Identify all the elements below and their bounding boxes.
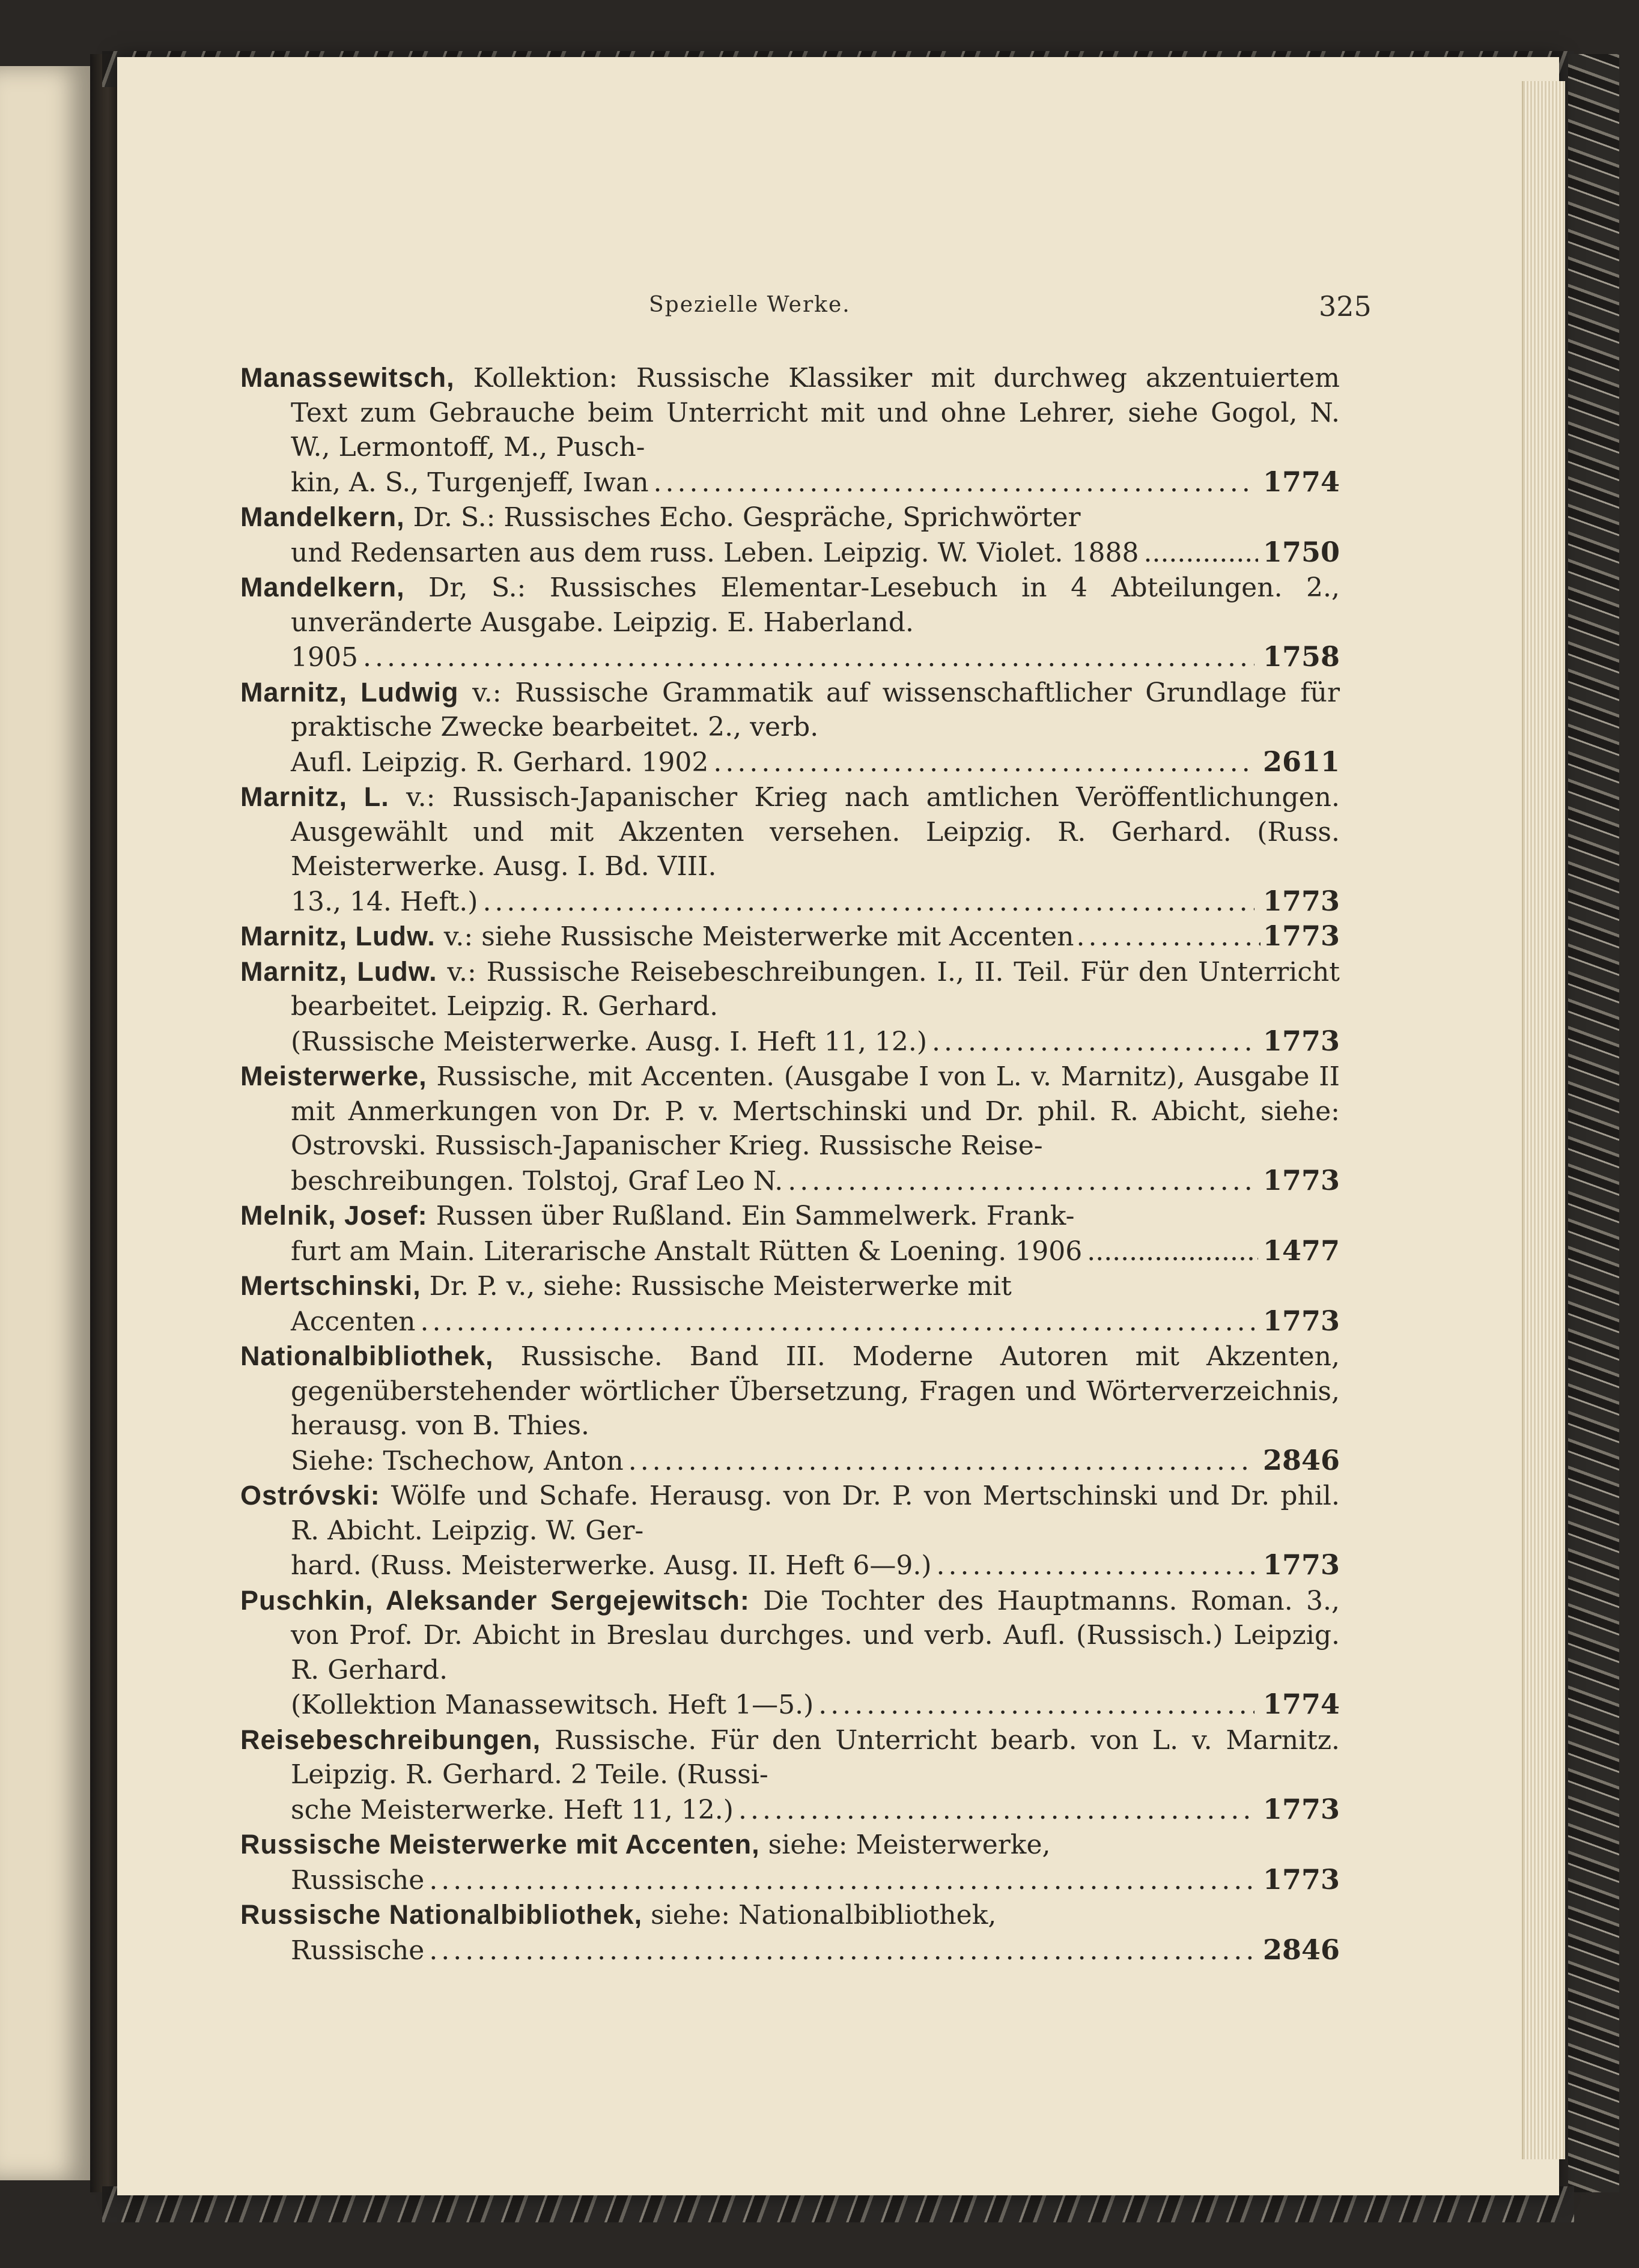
entry-text: Dr. S.: Russisches Echo. Gespräche, Sprichwörter: [404, 502, 1081, 533]
entry-text: siehe: Meisterwerke,: [759, 1830, 1051, 1860]
index-entry: [240, 500, 1340, 570]
index-entries: [240, 360, 1340, 1968]
entry-head: Nationalbibliothek,: [240, 1341, 494, 1371]
entry-head: Russische Meisterwerke mit Accenten,: [240, 1829, 760, 1860]
index-entry: [240, 919, 1340, 954]
leader-dots: [818, 1688, 1254, 1723]
running-head-title: Spezielle Werke.: [649, 293, 851, 317]
entry-text: Russische. Für den Unterricht bearb. von L. v. Marnitz. Leipzig. R. Gerhard. 2 Teile. (Russi-: [291, 1724, 1340, 1790]
index-entry: [240, 1339, 1340, 1478]
leader-dots: [654, 465, 1254, 500]
entry-last-line: Accenten: [291, 1306, 416, 1337]
entry-number: 1773: [1262, 1548, 1340, 1581]
entry-head: Russische Nationalbibliothek,: [240, 1899, 643, 1930]
index-entry: [240, 1583, 1340, 1723]
entry-head: Mertschinski,: [240, 1270, 421, 1301]
leader-dots: [429, 1863, 1254, 1898]
entry-head: Puschkin, Aleksander Sergejewitsch:: [240, 1584, 750, 1616]
entry-text: Die Tochter des Hauptmanns. Roman. 3., von Prof. Dr. Abicht in Breslau durchges. und verb. Aufl. (Russisch.) Leipzig. R. Gerhard.: [291, 1585, 1340, 1685]
leader-dots: [936, 1548, 1254, 1583]
entry-head: Manassewitsch,: [240, 362, 455, 393]
index-entry: [240, 1059, 1340, 1198]
entry-head: Melnik, Josef:: [240, 1200, 428, 1231]
index-entry: [240, 1827, 1340, 1897]
entry-number: 1773: [1262, 1304, 1340, 1337]
entry-last-line: Russische: [291, 1864, 425, 1896]
entry-text: Wölfe und Schafe. Herausg. von Dr. P. von Mertschinski und Dr. phil. R. Abicht. Leipzig. W. Ger-: [291, 1481, 1340, 1546]
index-entry: [240, 675, 1340, 780]
entry-text: v.: Russisch-Japanischer Krieg nach amtlichen Veröffentlichungen. Ausgewählt und mit Akzenten versehen. Leipzig. R. Gerhard. (Russ. Meisterwerke. Ausg. I. Bd. VIII.: [291, 782, 1340, 882]
entry-last-line: (Kollektion Manassewitsch. Heft 1—5.): [291, 1690, 814, 1720]
entry-head: Reisebeschreibungen,: [240, 1724, 541, 1755]
book-page: [117, 57, 1559, 2195]
leader-dots: [421, 1305, 1254, 1339]
entry-text: Dr. P. v., siehe: Russische Meisterwerke mit: [421, 1271, 1012, 1302]
entry-number: 1774: [1262, 465, 1340, 498]
entry-last-line: 1905: [291, 642, 358, 673]
index-entry: [240, 1478, 1340, 1583]
entry-number: 1774: [1262, 1688, 1340, 1720]
entry-text: v.: Russische Reisebeschreibungen. I., II. Teil. Für den Unterricht bearbeitet. Leipzig. R. Gerhard.: [291, 956, 1340, 1022]
entry-head: Ostróvski:: [240, 1480, 380, 1511]
leader-dots: [713, 745, 1254, 780]
entry-head: Mandelkern,: [240, 572, 405, 602]
entry-number: 1773: [1262, 1863, 1340, 1896]
entry-head: Marnitz, Ludw.: [240, 956, 437, 987]
entry-number: 2846: [1262, 1933, 1340, 1966]
entry-text: siehe: Nationalbibliothek,: [642, 1900, 997, 1930]
entry-head: Marnitz, Ludwig: [240, 676, 459, 708]
entry-number: 1773: [1262, 920, 1340, 952]
entry-text: v.: Russische Grammatik auf wissenschaftlicher Grundlage für praktische Zwecke bearbeitet. 2., verb.: [291, 677, 1340, 742]
leader-dots: [1087, 1234, 1258, 1269]
page-number: 325: [1319, 290, 1372, 323]
leader-dots: [628, 1444, 1254, 1479]
entry-last-line: beschreibungen. Tolstoj, Graf Leo N.: [291, 1165, 783, 1196]
entry-head: Marnitz, L.: [240, 781, 389, 812]
entry-last-line: furt am Main. Literarische Anstalt Rütten & Loening. 1906: [291, 1236, 1083, 1267]
index-entry: [240, 570, 1340, 675]
entry-text: Kollektion: Russische Klassiker mit durchweg akzentuiertem Text zum Gebrauche beim Unterricht mit und ohne Lehrer, siehe Gogol, N. W., Lermontoff, M., Pusch-: [291, 363, 1340, 462]
leader-dots: [363, 640, 1254, 675]
entry-number: 1477: [1262, 1234, 1340, 1267]
leader-dots: [1143, 536, 1258, 571]
entry-head: Marnitz, Ludw.: [240, 921, 436, 951]
entry-text: Russische, mit Accenten. (Ausgabe I von L. v. Marnitz), Ausgabe II mit Anmerkungen von Dr. P. v. Mertschinski und Dr. phil. R. Abicht, siehe: Ostrovski. Russisch-Japanischer Krieg. Russische Reise-: [291, 1061, 1340, 1161]
entry-number: 1773: [1262, 1024, 1340, 1057]
entry-last-line: und Redensarten aus dem russ. Leben. Leipzig. W. Violet. 1888: [291, 537, 1139, 568]
leader-dots: [788, 1164, 1254, 1199]
entry-text: Russen über Rußland. Ein Sammelwerk. Frank-: [427, 1201, 1075, 1231]
entry-last-line: Russische: [291, 1935, 425, 1966]
entry-last-line: Siehe: Tschechow, Anton: [291, 1445, 624, 1476]
leader-dots: [1076, 920, 1260, 954]
leader-dots: [738, 1793, 1254, 1828]
entry-text: v.: siehe Russische Meisterwerke mit Accenten: [435, 921, 1074, 952]
entry-number: 1750: [1262, 535, 1340, 568]
running-head: [117, 290, 1559, 329]
entry-last-line: kin, A. S., Turgenjeff, Iwan: [291, 467, 649, 498]
marbled-cover-right: [1568, 54, 1619, 2192]
entry-last-line: sche Meisterwerke. Heft 11, 12.): [291, 1794, 734, 1825]
index-entry: [240, 1723, 1340, 1828]
leader-dots: [932, 1025, 1254, 1060]
entry-last-line: 13., 14. Heft.): [291, 886, 478, 917]
leader-dots: [429, 1933, 1254, 1968]
entry-number: 1773: [1262, 1792, 1340, 1825]
entry-text: Russische. Band III. Moderne Autoren mit Akzenten, gegenüberstehender wörtlicher Übersetzung, Fragen und Wörterverzeichnis, herausg. von B. Thies.: [291, 1341, 1340, 1441]
index-entry: [240, 1897, 1340, 1968]
entry-head: Meisterwerke,: [240, 1061, 427, 1091]
entry-head: Mandelkern,: [240, 502, 405, 532]
entry-number: 1773: [1262, 884, 1340, 917]
entry-last-line: hard. (Russ. Meisterwerke. Ausg. II. Heft 6—9.): [291, 1550, 932, 1581]
leader-dots: [482, 885, 1254, 920]
index-entry: [240, 780, 1340, 919]
index-entry: [240, 1269, 1340, 1339]
entry-last-line: (Russische Meisterwerke. Ausg. I. Heft 11, 12.): [291, 1026, 928, 1057]
entry-last-line: Aufl. Leipzig. R. Gerhard. 1902: [291, 747, 709, 778]
entry-number: 1758: [1262, 640, 1340, 673]
index-entry: [240, 1198, 1340, 1269]
entry-number: 1773: [1262, 1163, 1340, 1196]
left-page-edge: [0, 66, 90, 2180]
index-entry: [240, 360, 1340, 500]
entry-text: Dr, S.: Russisches Elementar-Lesebuch in 4 Abteilungen. 2., unveränderte Ausgabe. Leipzig. E. Haberland.: [291, 572, 1340, 638]
page-edge: [1522, 81, 1565, 2159]
entry-number: 2846: [1262, 1443, 1340, 1476]
index-entry: [240, 954, 1340, 1060]
entry-number: 2611: [1262, 745, 1340, 778]
